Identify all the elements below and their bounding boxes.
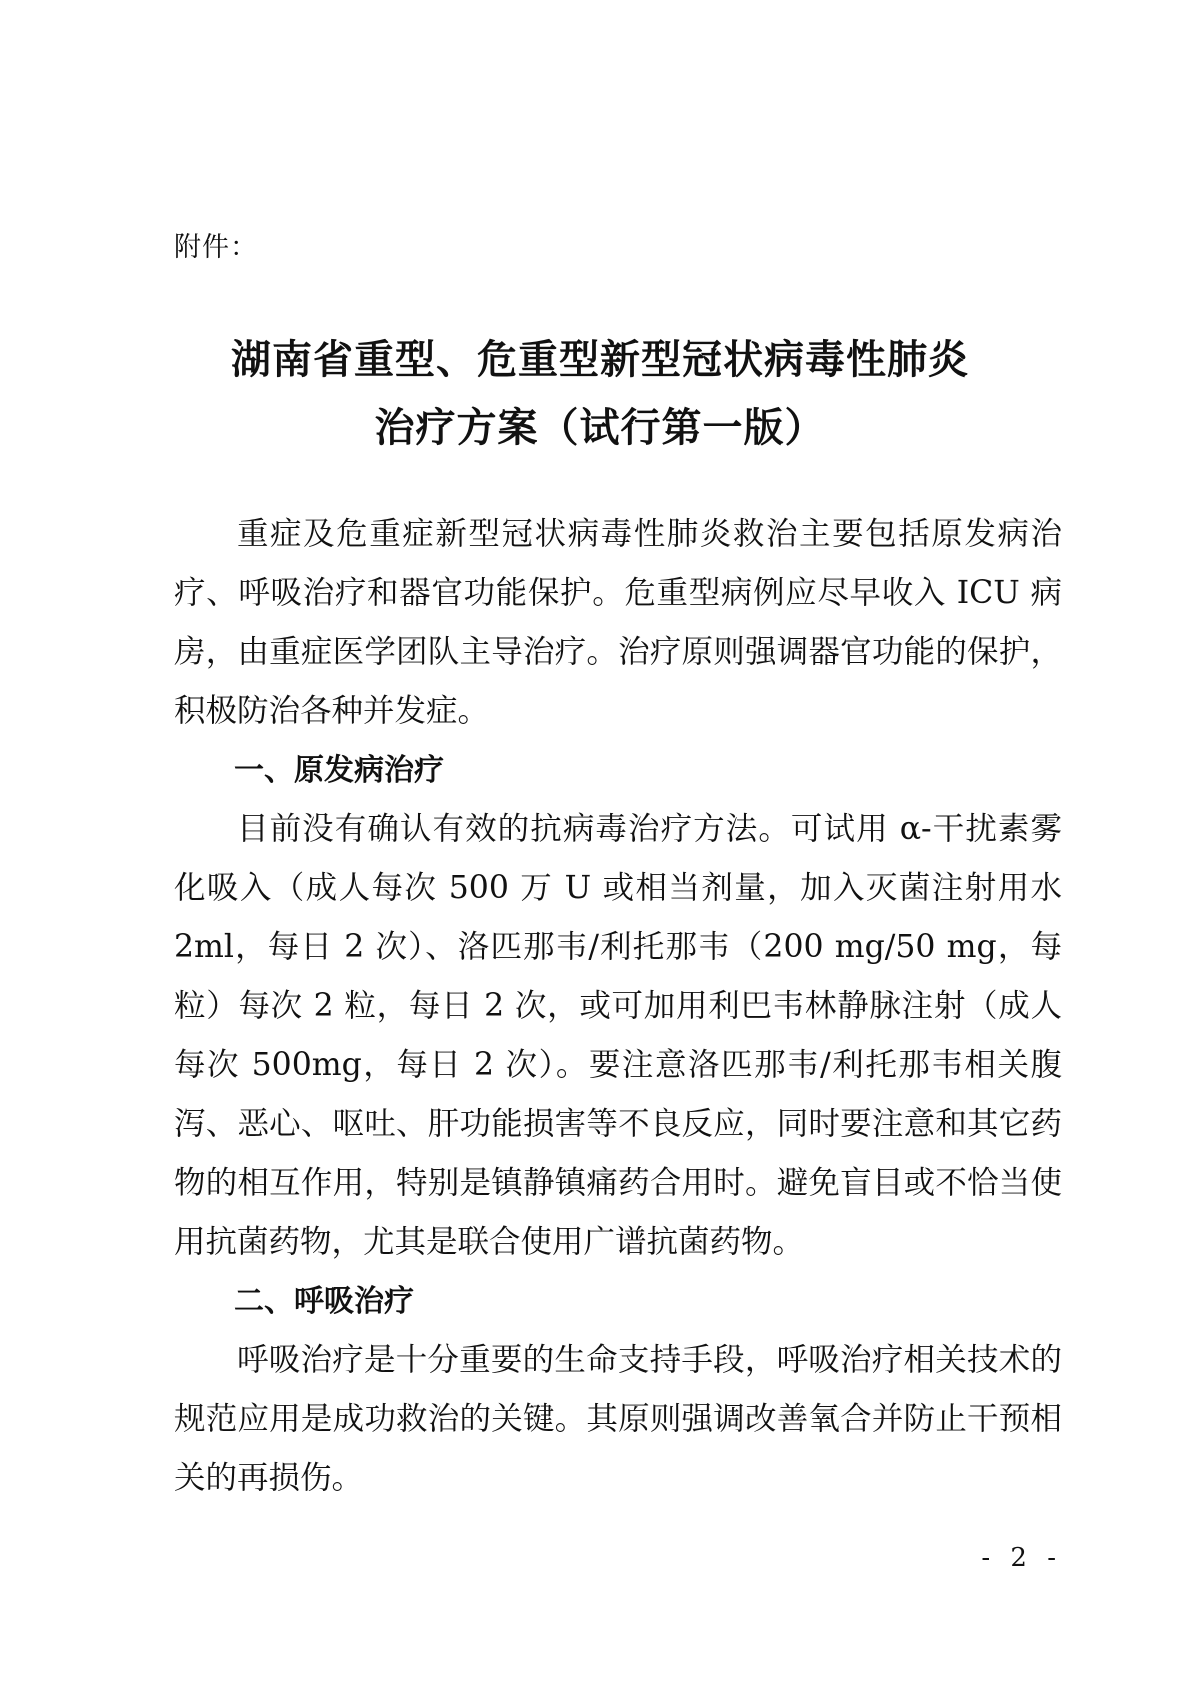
section-heading-primary-treatment: 一、原发病治疗 bbox=[234, 753, 444, 788]
document-body bbox=[174, 505, 1062, 1508]
respiratory-treatment-paragraph: 呼吸治疗是十分重要的生命支持手段，呼吸治疗相关技术的规范应用是成功救治的关键。其原则强调改善氧合并防止干预相关的再损伤。 bbox=[174, 1342, 1062, 1496]
title-line-1: 湖南省重型、危重型新型冠状病毒性肺炎 bbox=[231, 337, 969, 383]
title-line-2: 治疗方案（试行第一版） bbox=[374, 405, 826, 451]
primary-treatment-paragraph: 目前没有确认有效的抗病毒治疗方法。可试用 α-干扰素雾化吸入（成人每次 500 万 U 或相当剂量，加入灭菌注射用水 2ml，每日 2 次）、洛匹那韦/利托那韦（200 mg/50 mg，每粒）每次 2 粒，每日 2 次，或可加用利巴韦林静脉注射（成人每次 500mg，每日 2 次）。要注意洛匹那韦/利托那韦相关腹泻、恶心、呕吐、肝功能损害等不良反应，同时要注意和其它药物的相互作用，特别是镇静镇痛药合用时。避免盲目或不恰当使用抗菌药物，尤其是联合使用广谱抗菌药物。 bbox=[174, 811, 1062, 1260]
page-number: - 2 - bbox=[981, 1543, 1062, 1573]
document-title bbox=[0, 326, 1200, 462]
section-heading-respiratory-treatment: 二、呼吸治疗 bbox=[234, 1284, 414, 1319]
attachment-label: 附件： bbox=[174, 232, 258, 263]
intro-paragraph: 重症及危重症新型冠状病毒性肺炎救治主要包括原发病治疗、呼吸治疗和器官功能保护。危重型病例应尽早收入 ICU 病房，由重症医学团队主导治疗。治疗原则强调器官功能的保护，积极防治各种并发症。 bbox=[174, 516, 1062, 729]
